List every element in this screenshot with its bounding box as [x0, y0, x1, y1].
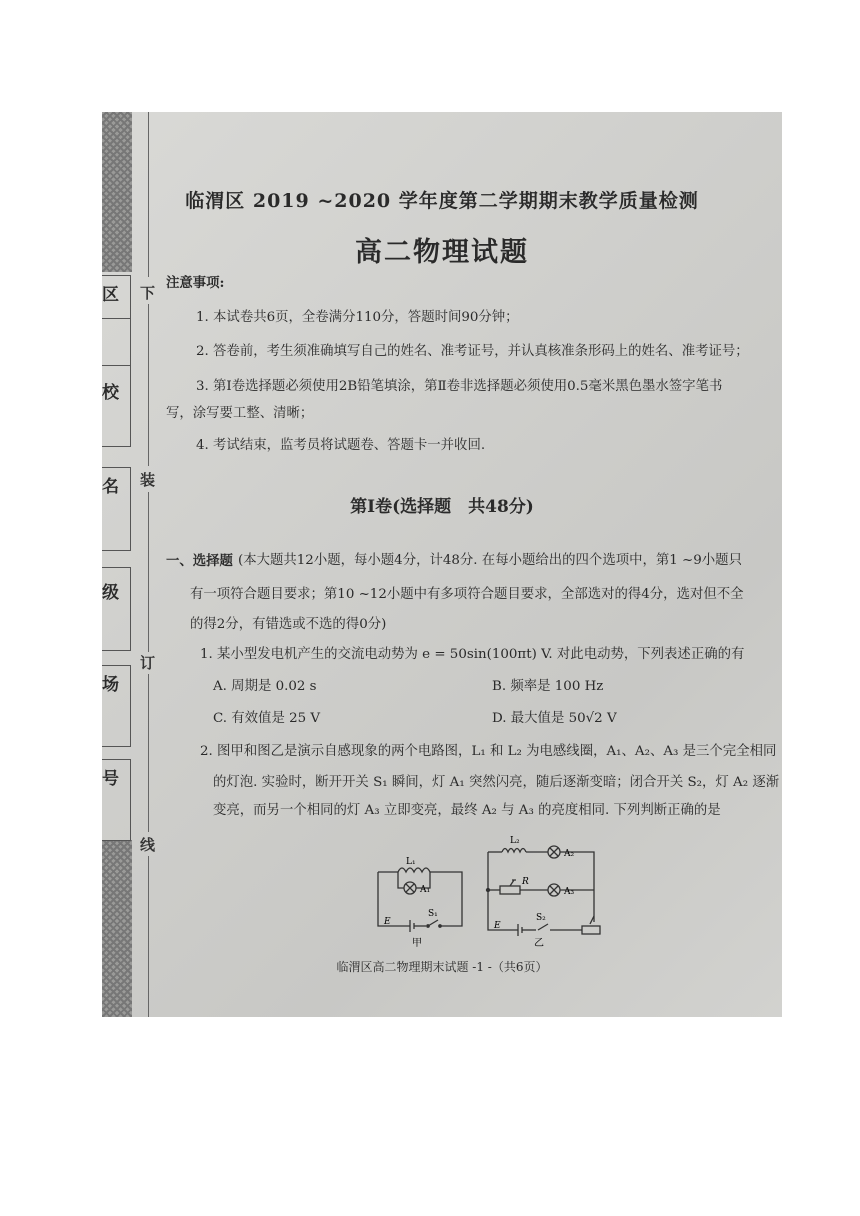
binding-line [148, 856, 149, 1017]
binding-box [102, 365, 131, 447]
exam-heading: 临渭区 2019 ~2020 学年度第二学期期末教学质量检测 [185, 190, 699, 212]
circuit-label: S₁ [428, 909, 438, 919]
circuit-label: A₃ [564, 887, 575, 897]
part-instruction: 的得2分，有错选或不选的得0分) [190, 617, 387, 632]
binding-box [102, 665, 131, 747]
circuit-label: A₁ [420, 885, 431, 895]
figure-caption: 乙 [534, 938, 544, 949]
notice-item: 1. 本试卷共6页，全卷满分110分，答题时间90分钟； [196, 310, 519, 325]
part-instruction: (本大题共12小题，每小题4分，计48分. 在每小题给出的四个选项中，第1 ~9小题只 [238, 553, 742, 568]
question-1-option: B. 频率是 100 Hz [492, 679, 604, 694]
binding-box-label: 校 [102, 383, 119, 403]
question-2-line: 变亮，而另一个相同的灯 A₃ 立即变亮，最终 A₂ 与 A₃ 的亮度相同. 下列判断正确的是 [213, 803, 721, 818]
notice-item: 2. 答卷前，考生须准确填写自己的姓名、准考证号，并认真核准条形码上的姓名、准考证号； [196, 344, 749, 359]
question-1-option: C. 有效值是 25 V [213, 711, 321, 726]
question-1-option: A. 周期是 0.02 s [213, 679, 317, 694]
notice-item: 写，涂写要工整、清晰； [166, 406, 314, 421]
exam-photo [102, 112, 782, 1017]
circuit-label: R [522, 877, 529, 887]
binding-box-label: 区 [102, 285, 119, 305]
circuit-label: E [494, 921, 501, 931]
circuit-label: S₂ [536, 913, 546, 923]
part-instruction: 有一项符合题目要求；第10 ~12小题中有多项符合题目要求，全部选对的得4分，选对但不全 [190, 587, 744, 602]
binding-box-label: 号 [102, 769, 119, 789]
question-2-line: 的灯泡. 实验时，断开开关 S₁ 瞬间，灯 A₁ 突然闪亮，随后逐渐变暗；闭合开关 S₂，灯 A₂ 逐渐 [213, 775, 780, 790]
binding-mark: 订 [140, 654, 156, 672]
binding-mark: 下 [140, 284, 156, 302]
notice-label: 注意事项: [166, 275, 225, 291]
section-title: 第Ⅰ卷(选择题 共48分) [350, 497, 534, 517]
notice-item: 4. 考试结束，监考员将试题卷、答题卡一并收回. [196, 438, 486, 453]
binding-box [102, 759, 131, 841]
binding-box [102, 317, 131, 366]
circuit-label: L₁ [406, 857, 416, 867]
question-2-line: 2. 图甲和图乙是演示自感现象的两个电路图，L₁ 和 L₂ 为电感线圈，A₁、A₂、A₃ 是三个完全相同 [200, 744, 777, 759]
page-footer: 临渭区高二物理期末试题 -1 -（共6页） [336, 960, 548, 974]
circuit-label: L₂ [510, 836, 520, 846]
part-label: 一、选择题 [166, 553, 233, 569]
figure-caption: 甲 [412, 938, 422, 949]
binding-box-label: 名 [102, 477, 119, 497]
binding-line [148, 304, 149, 466]
circuit-diagram-jia [370, 830, 470, 950]
binding-box-label: 场 [102, 675, 119, 695]
decorative-pattern-bottom [102, 840, 132, 1017]
exam-title: 高二物理试题 [355, 237, 529, 268]
binding-line [148, 674, 149, 832]
circuit-label: A₂ [564, 849, 575, 859]
notice-item: 3. 第Ⅰ卷选择题必须使用2B铅笔填涂，第Ⅱ卷非选择题必须使用0.5毫米黑色墨水签字笔书 [196, 379, 723, 394]
binding-mark: 线 [140, 836, 156, 854]
circuit-label: E [384, 917, 391, 927]
circuit-diagram-yi [482, 830, 602, 950]
question-1-option: D. 最大值是 50√2 V [492, 711, 617, 726]
binding-box [102, 275, 131, 319]
question-1-stem: 1. 某小型发电机产生的交流电动势为 e = 50sin(100πt) V. 对此电动势，下列表述正确的有 [200, 647, 745, 662]
binding-mark: 装 [140, 471, 156, 489]
binding-box-label: 级 [102, 583, 119, 603]
binding-box [102, 567, 131, 651]
